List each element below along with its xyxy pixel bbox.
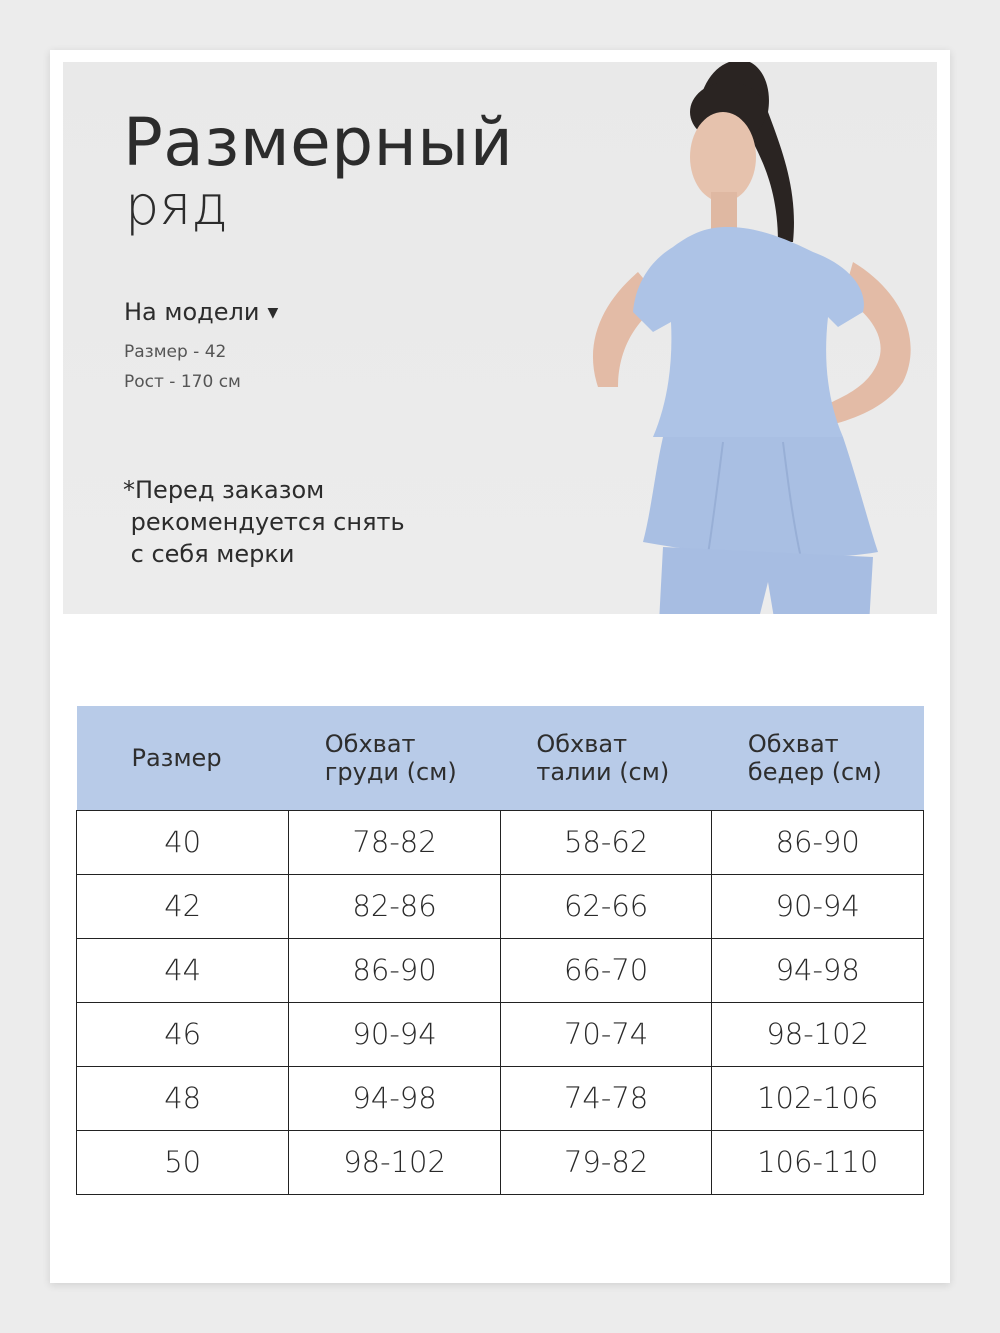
cell-size: 42 bbox=[77, 874, 289, 938]
cell-hips: 90-94 bbox=[712, 874, 924, 938]
cell-size: 48 bbox=[77, 1066, 289, 1130]
page-subtitle: ряд bbox=[125, 174, 228, 237]
header-chest-line1: Обхват bbox=[324, 729, 416, 758]
model-info-heading bbox=[124, 298, 278, 326]
header-hips bbox=[712, 706, 924, 810]
header-size bbox=[77, 706, 289, 810]
table-header-row bbox=[77, 706, 924, 810]
cell-hips: 94-98 bbox=[712, 938, 924, 1002]
cell-size: 46 bbox=[77, 1002, 289, 1066]
header-waist-line2: талии (см) bbox=[536, 757, 670, 786]
trousers bbox=[658, 547, 873, 614]
cell-waist: 70-74 bbox=[500, 1002, 712, 1066]
table-row bbox=[77, 810, 924, 874]
measure-note bbox=[123, 474, 405, 570]
cell-chest: 86-90 bbox=[289, 938, 501, 1002]
peplum bbox=[643, 437, 878, 557]
cell-size: 50 bbox=[77, 1130, 289, 1194]
header-hips-line2: бедер (см) bbox=[747, 757, 882, 786]
cell-waist: 62-66 bbox=[500, 874, 712, 938]
cell-chest: 78-82 bbox=[289, 810, 501, 874]
header-hips-line1: Обхват bbox=[747, 729, 839, 758]
table-row bbox=[77, 1130, 924, 1194]
cell-hips: 102-106 bbox=[712, 1066, 924, 1130]
header-size-label: Размер bbox=[131, 743, 222, 772]
note-line: с себя мерки bbox=[123, 540, 295, 568]
size-table bbox=[76, 706, 924, 1195]
cell-size: 44 bbox=[77, 938, 289, 1002]
header-chest bbox=[289, 706, 501, 810]
table-row bbox=[77, 1066, 924, 1130]
model-height: Рост - 170 см bbox=[124, 372, 241, 392]
cell-size: 40 bbox=[77, 810, 289, 874]
model-size: Размер - 42 bbox=[124, 342, 227, 362]
cell-waist: 66-70 bbox=[500, 938, 712, 1002]
note-line: *Перед заказом bbox=[123, 476, 325, 504]
cell-chest: 90-94 bbox=[289, 1002, 501, 1066]
cell-hips: 98-102 bbox=[712, 1002, 924, 1066]
header-waist bbox=[500, 706, 712, 810]
model-info-label: На модели bbox=[124, 298, 260, 326]
cell-chest: 94-98 bbox=[289, 1066, 501, 1130]
caret-down-icon: ▼ bbox=[267, 305, 279, 321]
face bbox=[690, 112, 756, 202]
cell-waist: 79-82 bbox=[500, 1130, 712, 1194]
table-row bbox=[77, 1002, 924, 1066]
note-line: рекомендуется снять bbox=[123, 508, 405, 536]
header-chest-line2: груди (см) bbox=[324, 757, 457, 786]
table-row bbox=[77, 874, 924, 938]
cell-waist: 74-78 bbox=[500, 1066, 712, 1130]
cell-chest: 98-102 bbox=[289, 1130, 501, 1194]
cell-chest: 82-86 bbox=[289, 874, 501, 938]
cell-hips: 106-110 bbox=[712, 1130, 924, 1194]
neck bbox=[711, 192, 737, 232]
table-row bbox=[77, 938, 924, 1002]
cell-hips: 86-90 bbox=[712, 810, 924, 874]
hero-banner bbox=[63, 62, 937, 614]
model-photo bbox=[523, 62, 937, 614]
header-waist-line1: Обхват bbox=[536, 729, 628, 758]
blouse bbox=[633, 227, 864, 437]
cell-waist: 58-62 bbox=[500, 810, 712, 874]
page-title: Размерный bbox=[123, 104, 514, 181]
